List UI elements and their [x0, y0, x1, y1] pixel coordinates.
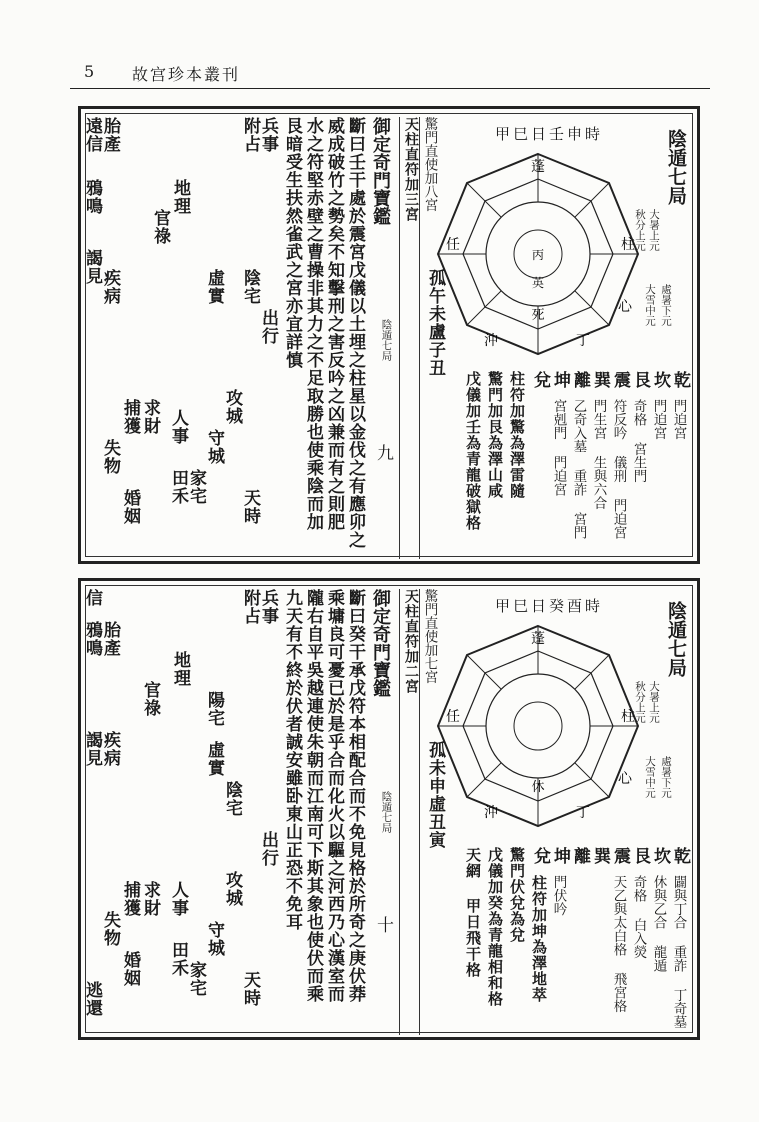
leaf-number: 九 — [377, 444, 394, 464]
hour-label: 甲巳日壬申時 — [495, 125, 604, 143]
gua-detail: 門迫宮 — [650, 399, 667, 440]
note-right: 孤午未盧子丑 — [425, 269, 445, 377]
outer-glyph: 柱 — [621, 709, 635, 725]
topic: 失物 — [100, 439, 120, 475]
jieqi-3: 處暑下元 — [660, 756, 672, 798]
topic: 疾病 — [100, 269, 120, 305]
topic: 虛實 — [204, 741, 224, 777]
topic: 兵事 — [258, 117, 278, 153]
header-rule — [70, 88, 710, 89]
gua-detail: 天乙與太白格 飛宮格 — [610, 875, 627, 1013]
gua-detail: 奇格 白入熒 — [630, 875, 647, 959]
topic: 家宅 — [186, 961, 206, 997]
outer-glyph: 心 — [618, 771, 632, 787]
topic: 婚姻 — [120, 951, 140, 987]
topic: 田禾 — [168, 469, 188, 505]
topic: 田禾 — [168, 941, 188, 977]
gua-detail: 休與乙合 龍遁 — [650, 875, 667, 972]
topic: 謁見 — [82, 731, 102, 767]
topic: 鴉鳴 — [82, 179, 102, 215]
gua-name: 離 — [570, 847, 590, 865]
topic: 胎產 — [100, 117, 120, 153]
topic: 婚姻 — [120, 489, 140, 525]
lower-panel — [78, 578, 700, 1040]
judgment-line: 艮暗受生扶然雀武之宮亦宜詳慎 — [282, 117, 302, 369]
gua-name: 巽 — [590, 371, 610, 389]
outer-glyph: 沖 — [484, 805, 498, 821]
outer-glyph: 任 — [446, 237, 460, 253]
outer-glyph: 心 — [618, 299, 632, 315]
series-title: 故宫珍本叢刊 — [132, 65, 241, 84]
outer-glyph: 丁 — [576, 805, 590, 821]
hour-label: 甲巳日癸酉時 — [495, 597, 604, 615]
note-right: 孤未申虛丑寅 — [425, 741, 445, 849]
topic: 地理 — [170, 179, 190, 215]
gua-formula: 驚門加艮為澤山咸 — [486, 371, 504, 499]
gua-name: 巽 — [590, 847, 610, 865]
judgment-line: 九天有不終於伏者誠安雖卧東山正恐不免耳 — [282, 589, 302, 931]
outer-glyph: 丁 — [576, 333, 590, 349]
topic: 陰宅 — [240, 269, 260, 305]
gua-name: 坤 — [550, 847, 570, 865]
topic: 捕獲 — [120, 399, 140, 435]
gua-name: 震 — [610, 847, 630, 865]
gua-name: 震 — [610, 371, 630, 389]
chapter-tag: 陰遁七局 — [380, 319, 393, 361]
column-divider — [419, 589, 420, 1035]
note-right: 驚門直使加七宮 — [421, 589, 438, 684]
column-divider — [399, 589, 400, 1035]
outer-glyph: 蓬 — [531, 159, 545, 175]
gua-detail: 門生宮 生與六合 — [590, 399, 607, 510]
column-divider — [399, 117, 400, 559]
gua-formula: 戊儀加壬為青龍破獄格 — [464, 371, 482, 531]
column-divider — [419, 117, 420, 559]
jieqi-2: 秋分上元 — [634, 209, 646, 251]
topic: 出行 — [258, 831, 278, 867]
topic: 守城 — [204, 429, 224, 465]
page-number: 5 — [84, 62, 95, 81]
bagua-diagram — [433, 621, 643, 831]
gua-name: 坎 — [650, 847, 670, 865]
center-glyph: 死 — [531, 308, 545, 323]
outer-glyph: 任 — [446, 709, 460, 725]
topic: 鴉鳴 — [82, 621, 102, 657]
chapter-tag: 陰遁七局 — [380, 791, 393, 833]
topic: 逃還 — [82, 981, 102, 1017]
gua-name: 艮 — [630, 371, 650, 389]
topic: 家宅 — [186, 469, 206, 505]
topic: 陽宅 — [204, 691, 224, 727]
gua-name: 兌 — [530, 371, 550, 389]
gua-name: 兌 — [530, 847, 550, 865]
gua-name: 乾 — [670, 847, 690, 865]
gua-formula: 柱符加驚為澤雷隨 — [508, 371, 526, 499]
gua-formula: 柱符加坤為澤地萃 — [530, 875, 548, 1003]
topic: 信 — [82, 589, 102, 607]
topic: 疾病 — [100, 731, 120, 767]
judgment-line: 水之符堅赤壁之曹操非其力之不足取勝也使乘陰而加 — [303, 117, 323, 531]
topic: 地理 — [170, 651, 190, 687]
upper-panel — [78, 106, 700, 564]
gua-name: 坎 — [650, 371, 670, 389]
gua-name: 艮 — [630, 847, 650, 865]
gua-name: 乾 — [670, 371, 690, 389]
jieqi-1: 大暑上元 — [648, 209, 660, 251]
judgment-line: 斷曰壬干處於震宮戊儀以土埋之柱星以金伐之有應卯之 — [345, 117, 365, 549]
book-title: 御定奇門寶鑑 — [370, 589, 391, 697]
topic: 附占 — [240, 117, 260, 153]
judgment-line: 隴右自平吳越連使朱朝而江南可下斯其象也使伏而乘 — [303, 589, 323, 1003]
topic: 官祿 — [140, 681, 160, 717]
topic: 人事 — [168, 409, 188, 445]
jieqi-1: 大暑上元 — [648, 681, 660, 723]
topic: 官祿 — [150, 209, 170, 245]
ju-title: 陰遁七局 — [665, 601, 687, 677]
topic: 胎產 — [100, 621, 120, 657]
gua-detail: 奇格 宮生門 — [630, 399, 647, 483]
gua-name: 坤 — [550, 371, 570, 389]
topic: 攻城 — [222, 871, 242, 907]
gua-name: 離 — [570, 371, 590, 389]
topic: 陰宅 — [222, 781, 242, 817]
gua-detail: 乙奇入墓 重詐 宮門 — [570, 399, 587, 539]
page-header — [70, 62, 710, 88]
gua-detail: 宮剋門 門迫宮 — [550, 399, 567, 496]
topic: 虛實 — [204, 269, 224, 305]
jieqi-3: 處暑下元 — [660, 284, 672, 326]
topic: 守城 — [204, 921, 224, 957]
note-right: 天柱直符加三宮 — [403, 117, 419, 222]
gua-detail: 闢與丁合 重詐 丁奇墓 — [670, 875, 687, 1029]
ju-title: 陰遁七局 — [665, 129, 687, 205]
topic: 求財 — [140, 881, 160, 917]
gua-detail: 門迫宮 — [670, 399, 687, 440]
outer-glyph: 蓬 — [531, 631, 545, 647]
center-glyph: 丙 — [531, 248, 545, 262]
topic: 失物 — [100, 911, 120, 947]
leaf-number: 十 — [377, 916, 394, 936]
outer-glyph: 柱 — [621, 237, 635, 253]
center-glyph: 休 — [531, 780, 545, 795]
gua-formula: 驚門伏兌為兌 — [508, 847, 526, 943]
jieqi-4: 大雪中元 — [644, 284, 656, 326]
topic: 附占 — [240, 589, 260, 625]
judgment-line: 斷曰癸干承戊符本相配合而不免見格於所奇之庚伏莽 — [345, 589, 365, 1003]
book-title: 御定奇門寶鑑 — [370, 117, 391, 225]
outer-glyph: 沖 — [484, 333, 498, 349]
center-glyph: 英 — [531, 276, 545, 290]
bagua-diagram — [433, 149, 643, 359]
jieqi-2: 秋分上元 — [634, 681, 646, 723]
gua-formula: 天網 甲日飛干格 — [464, 847, 482, 978]
judgment-line: 威成破竹之勢矣不知擊刑之害反吟之凶兼而有之則肥 — [324, 117, 344, 531]
topic: 出行 — [258, 309, 278, 345]
jieqi-4: 大雪中元 — [644, 756, 656, 798]
judgment-line: 乘墉良可憂已於是乎合而化火以驅之河西乃心漢室而 — [324, 589, 344, 1003]
topic: 攻城 — [222, 389, 242, 425]
topic: 兵事 — [258, 589, 278, 625]
topic: 人事 — [168, 881, 188, 917]
topic: 天時 — [240, 489, 260, 525]
topic: 謁見 — [82, 249, 102, 285]
topic: 捕獲 — [120, 881, 140, 917]
topic: 天時 — [240, 971, 260, 1007]
gua-detail: 門伏吟 — [550, 875, 567, 916]
note-right: 天柱直符加二宮 — [403, 589, 419, 694]
gua-detail: 符反吟 儀刑 門迫宮 — [610, 399, 627, 539]
topic: 遠信 — [82, 117, 102, 153]
gua-formula: 戊儀加癸為青龍相和格 — [486, 847, 504, 1007]
topic: 求財 — [140, 399, 160, 435]
note-right: 驚門直使加八宮 — [421, 117, 438, 212]
